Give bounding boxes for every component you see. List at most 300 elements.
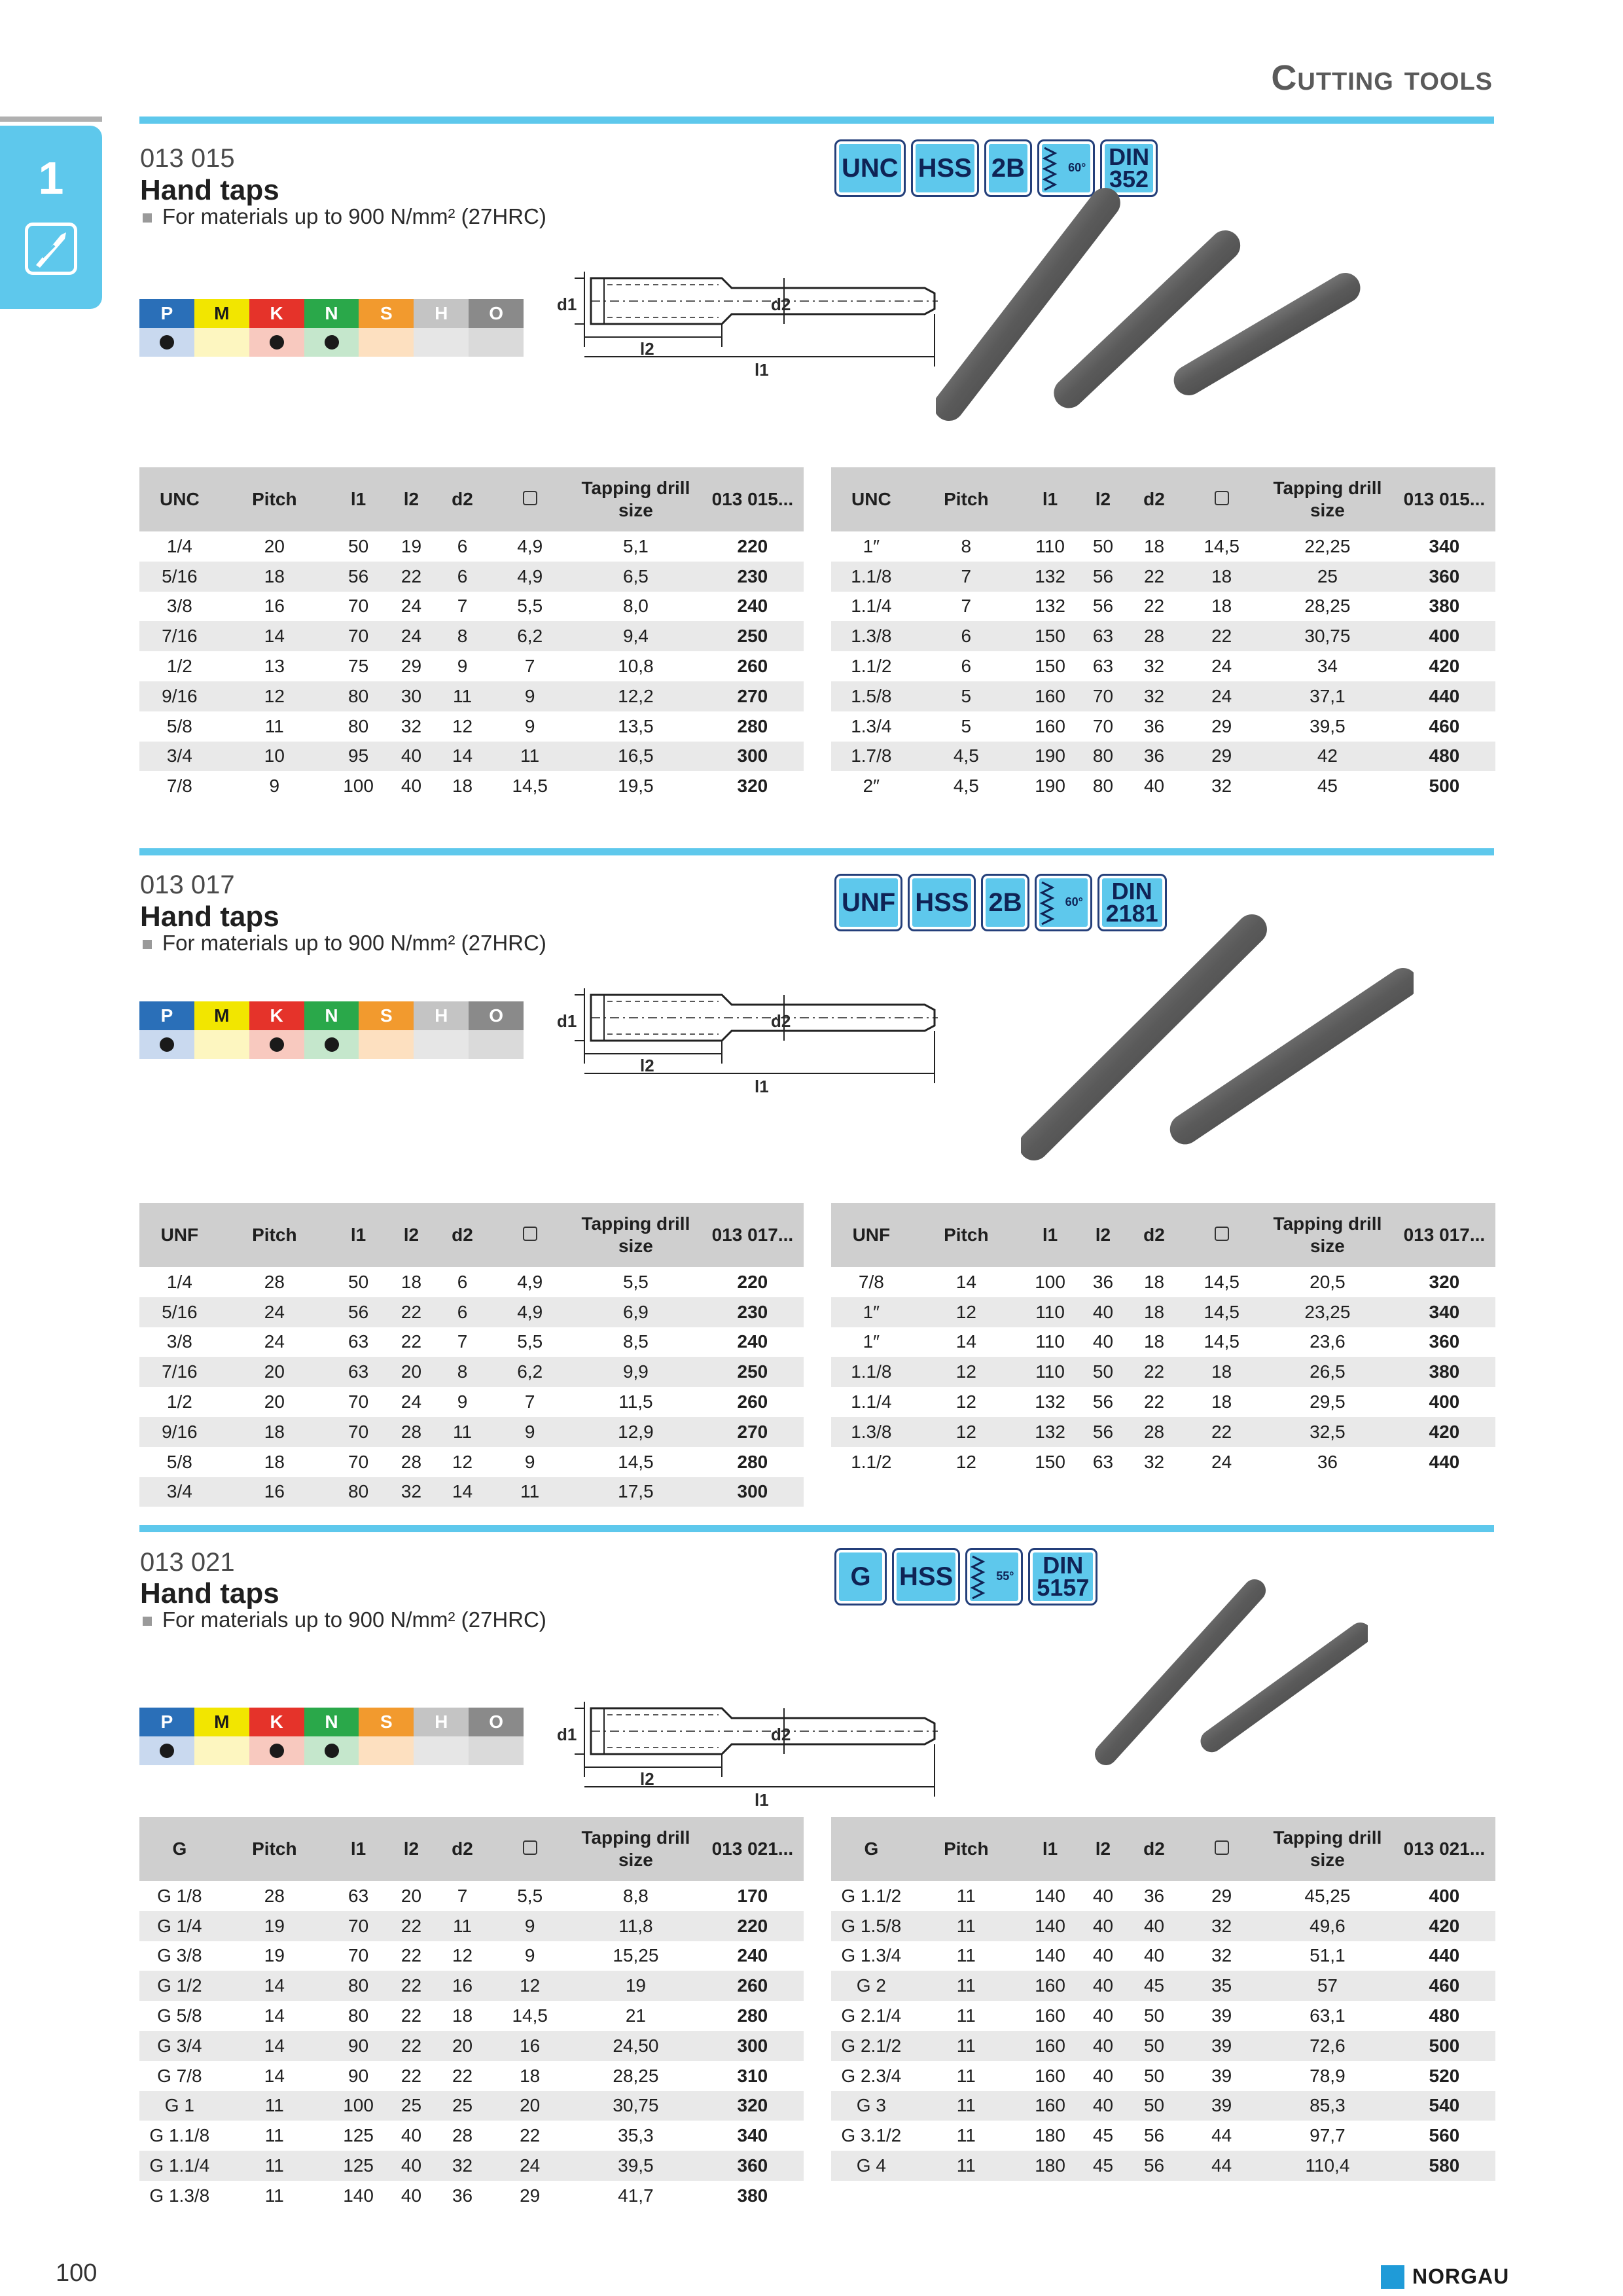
- page-number: 100: [56, 2259, 98, 2287]
- tap-dimension-diagram: [558, 972, 951, 1100]
- table-cell: 170: [737, 1885, 768, 1906]
- table-cell: 12: [490, 1971, 570, 2001]
- din-label: DIN: [1111, 878, 1152, 905]
- material-o-indicator: [469, 328, 524, 357]
- table-row: [831, 1327, 1495, 1357]
- table-cell: 12: [912, 1417, 1021, 1447]
- table-cell: 190: [1021, 742, 1079, 772]
- table-cell: 40: [1079, 2091, 1127, 2121]
- table-cell: 250: [702, 621, 804, 651]
- table-cell: 45: [1092, 2125, 1114, 2146]
- material-indicator-row: [139, 1736, 524, 1765]
- column-header: l1: [329, 1817, 387, 1881]
- material-m-label: M: [194, 1001, 249, 1030]
- table-cell: 19: [220, 1911, 329, 1941]
- table-cell: 1.5/8: [831, 681, 912, 711]
- product-name: Hand taps: [140, 901, 279, 933]
- column-header: d2: [1127, 1203, 1182, 1267]
- material-k-indicator: [249, 1736, 304, 1765]
- table-cell: 24: [401, 1391, 422, 1412]
- table-cell: 29,5: [1310, 1391, 1346, 1412]
- table-cell: 41,7: [618, 2185, 654, 2206]
- table-cell: 12: [955, 1391, 976, 1412]
- product-code: 013 017: [140, 870, 235, 899]
- table-cell: 360: [1429, 1331, 1460, 1352]
- table-header-row: [139, 1203, 804, 1267]
- table-cell: 4,9: [517, 1271, 543, 1292]
- table-cell: 11: [956, 2065, 976, 2086]
- table-cell: 1/4: [166, 535, 192, 556]
- table-cell: 45: [1317, 776, 1338, 797]
- table-cell: 16: [490, 2031, 570, 2061]
- table-cell: 180: [1021, 2151, 1079, 2181]
- table-cell: 20: [264, 1391, 285, 1412]
- table-cell: 11,5: [618, 1391, 653, 1412]
- table-cell: 10: [220, 742, 329, 772]
- table-cell: 240: [737, 1331, 768, 1352]
- table-cell: 18: [1181, 562, 1262, 592]
- diagram-label-l1: l1: [755, 1077, 769, 1096]
- table-cell: 13: [264, 656, 285, 677]
- spec-table-right: [831, 467, 1495, 801]
- table-cell: 24: [1181, 681, 1262, 711]
- material-p-label: P: [139, 1001, 194, 1030]
- table-cell: 6,2: [490, 621, 570, 651]
- table-cell: 14: [955, 1271, 976, 1292]
- table-cell: 11: [264, 2185, 284, 2206]
- column-header: Pitch: [912, 1203, 1021, 1267]
- table-cell: 420: [1393, 1911, 1495, 1941]
- column-header: [490, 467, 570, 531]
- table-cell: 12: [912, 1297, 1021, 1327]
- material-s-label: S: [359, 1001, 414, 1030]
- table-cell: 14,5: [1181, 1297, 1262, 1327]
- diagram-label-l2: l2: [640, 1056, 654, 1075]
- column-header: Tapping drill size: [1262, 1203, 1393, 1267]
- table-cell: 11: [435, 681, 490, 711]
- table-cell: 11: [956, 2005, 976, 2026]
- spec-table-left: [139, 1203, 804, 1507]
- table-cell: 22: [1181, 621, 1262, 651]
- table-cell: 15,25: [613, 1945, 659, 1966]
- table-cell: G 3: [831, 2091, 912, 2121]
- table-row: [139, 562, 804, 592]
- table-cell: 23,6: [1310, 1331, 1346, 1352]
- table-cell: 11: [490, 1477, 570, 1507]
- table-cell: 18: [220, 1417, 329, 1447]
- table-cell: 7: [457, 1885, 468, 1906]
- material-p-indicator: [139, 1030, 194, 1059]
- column-header: UNC: [139, 467, 220, 531]
- table-cell: 16: [435, 1971, 490, 2001]
- table-cell: 160: [1021, 2091, 1079, 2121]
- table-cell: 17,5: [570, 1477, 702, 1507]
- applicable-dot-icon: [160, 1744, 174, 1758]
- table-cell: 14,5: [512, 2005, 548, 2026]
- table-row: [831, 1267, 1495, 1297]
- table-cell: 28: [452, 2125, 473, 2146]
- table-cell: 260: [737, 656, 768, 677]
- table-cell: 160: [1021, 1971, 1079, 2001]
- table-cell: 20,5: [1310, 1271, 1346, 1292]
- table-cell: 12: [452, 1945, 473, 1966]
- table-cell: 7: [457, 596, 468, 617]
- table-cell: 56: [1143, 2125, 1165, 2146]
- table-cell: 270: [702, 1417, 804, 1447]
- table-cell: 18: [1143, 1331, 1165, 1352]
- table-cell: 32,5: [1262, 1417, 1393, 1447]
- column-header: Tapping drill size: [1262, 1817, 1393, 1881]
- table-cell: 50: [348, 1271, 369, 1292]
- material-m-label: M: [194, 1708, 249, 1736]
- table-cell: 7/8: [166, 776, 192, 797]
- table-cell: 22: [401, 2005, 422, 2026]
- table-row: [139, 1297, 804, 1327]
- material-h-indicator: [414, 1030, 469, 1059]
- table-cell: 420: [1393, 1417, 1495, 1447]
- table-cell: 39: [1181, 2091, 1262, 2121]
- table-cell: 39: [1211, 2065, 1232, 2086]
- table-cell: 56: [1079, 1417, 1127, 1447]
- table-cell: 80: [1079, 742, 1127, 772]
- table-row: [139, 2151, 804, 2181]
- bullet-icon: [143, 213, 152, 223]
- square-section-icon: [523, 1840, 537, 1855]
- table-cell: 340: [1393, 1297, 1495, 1327]
- table-cell: 70: [329, 1417, 387, 1447]
- column-header: UNF: [831, 1203, 912, 1267]
- table-cell: 45: [1079, 2151, 1127, 2181]
- table-row: [831, 1447, 1495, 1477]
- table-cell: 1.1/8: [831, 1357, 912, 1387]
- table-cell: 230: [702, 562, 804, 592]
- table-cell: 22: [387, 1911, 435, 1941]
- table-cell: 39,5: [570, 2151, 702, 2181]
- table-cell: 40: [1092, 2005, 1114, 2026]
- spec-table-left: [139, 467, 804, 801]
- table-cell: 50: [348, 535, 369, 556]
- table-row: [831, 2031, 1495, 2061]
- table-cell: 70: [348, 1391, 369, 1412]
- table-cell: 18: [520, 2065, 541, 2086]
- table-row: [139, 1387, 804, 1417]
- table-cell: 580: [1393, 2151, 1495, 2181]
- table-row: [831, 531, 1495, 562]
- product-note-text: For materials up to 900 N/mm² (27HRC): [162, 204, 546, 228]
- product-code: 013 021: [140, 1548, 235, 1577]
- table-cell: 40: [1079, 1297, 1127, 1327]
- table-cell: 11: [220, 2151, 329, 2181]
- material-s-indicator: [359, 328, 414, 357]
- table-cell: 1.1/2: [851, 656, 892, 677]
- table-cell: G 2.1/2: [831, 2031, 912, 2061]
- column-header: Tapping drill size: [570, 1203, 702, 1267]
- column-header: 013 021...: [702, 1817, 804, 1881]
- table-cell: 11: [956, 2125, 976, 2146]
- column-header: l2: [387, 1817, 435, 1881]
- square-section-icon: [1215, 1227, 1229, 1241]
- table-cell: 7: [524, 656, 535, 677]
- table-cell: 24: [1211, 656, 1232, 677]
- table-cell: 240: [737, 596, 768, 617]
- material-p-indicator: [139, 1736, 194, 1765]
- table-cell: 19: [264, 1945, 285, 1966]
- material-k-indicator: [249, 1030, 304, 1059]
- table-cell: 42: [1262, 742, 1393, 772]
- table-row: [831, 1941, 1495, 1971]
- table-row: [831, 1357, 1495, 1387]
- table-cell: 22: [401, 1331, 422, 1352]
- table-cell: 150: [1035, 656, 1065, 677]
- column-header: 013 021...: [1393, 1817, 1495, 1881]
- table-cell: 22: [387, 1971, 435, 2001]
- table-cell: 75: [348, 656, 369, 677]
- applicable-dot-icon: [160, 335, 174, 350]
- table-cell: G 1/8: [157, 1885, 202, 1906]
- table-cell: 440: [1393, 681, 1495, 711]
- table-cell: 39: [1211, 2005, 1232, 2026]
- table-cell: 18: [1181, 1357, 1262, 1387]
- table-cell: 280: [737, 715, 768, 736]
- table-row: [831, 681, 1495, 711]
- table-cell: 40: [1079, 2031, 1127, 2061]
- table-row: [831, 592, 1495, 622]
- table-cell: 18: [264, 1451, 285, 1472]
- column-header: l1: [329, 1203, 387, 1267]
- square-section-icon: [523, 491, 537, 505]
- table-cell: 22: [1143, 596, 1165, 617]
- thread-angle-label: 60°: [1068, 161, 1086, 174]
- column-header: l2: [387, 467, 435, 531]
- table-cell: 8: [435, 621, 490, 651]
- hand-taps-photo: [936, 177, 1368, 432]
- material-k-indicator: [249, 328, 304, 357]
- table-header-row: [831, 1817, 1495, 1881]
- table-row: [139, 2091, 804, 2121]
- diagram-label-l2: l2: [640, 339, 654, 359]
- table-cell: 6,2: [490, 1357, 570, 1387]
- material-m-indicator: [194, 1736, 249, 1765]
- table-row: [831, 1971, 1495, 2001]
- table-cell: 6,5: [570, 562, 702, 592]
- table-cell: 22: [452, 2065, 473, 2086]
- table-cell: 260: [702, 1971, 804, 2001]
- column-header: d2: [435, 1817, 490, 1881]
- column-header: Pitch: [912, 467, 1021, 531]
- table-cell: 500: [1429, 776, 1460, 797]
- table-row: [139, 1881, 804, 1911]
- table-row: [831, 1387, 1495, 1417]
- table-cell: 7/16: [139, 1357, 220, 1387]
- table-cell: 140: [343, 2185, 374, 2206]
- column-header: 013 015...: [1393, 467, 1495, 531]
- table-row: [831, 1297, 1495, 1327]
- table-cell: 1″: [831, 1297, 912, 1327]
- column-header: Pitch: [220, 1203, 329, 1267]
- table-cell: G 3.1/2: [841, 2125, 902, 2146]
- table-cell: 110: [1021, 1297, 1079, 1327]
- square-section-icon: [1215, 491, 1229, 505]
- table-cell: 11,8: [570, 1911, 702, 1941]
- drill-bit-icon: [25, 223, 77, 275]
- table-cell: 18: [401, 1271, 422, 1292]
- table-row: [139, 1327, 804, 1357]
- table-cell: 8,8: [622, 1885, 649, 1906]
- thread-type-badge: G: [834, 1548, 887, 1605]
- tap-dimension-diagram: [558, 1685, 951, 1813]
- table-cell: 29: [1181, 742, 1262, 772]
- material-p-indicator: [139, 328, 194, 357]
- table-row: [831, 2091, 1495, 2121]
- column-header: 013 017...: [1393, 1203, 1495, 1267]
- product-note: [143, 1607, 546, 1632]
- diagram-label-l1: l1: [755, 360, 769, 380]
- material-h-indicator: [414, 328, 469, 357]
- table-cell: 40: [401, 2185, 422, 2206]
- table-cell: 3/8: [166, 596, 192, 617]
- table-cell: 180: [1035, 2125, 1065, 2146]
- table-cell: 280: [737, 2005, 768, 2026]
- column-header: d2: [435, 467, 490, 531]
- table-cell: 30,75: [1262, 621, 1393, 651]
- table-cell: 25: [1262, 562, 1393, 592]
- table-cell: 80: [348, 715, 369, 736]
- table-cell: 28,25: [613, 2065, 659, 2086]
- material-badge: HSS: [908, 874, 976, 931]
- material-suitability-grid: [139, 299, 524, 357]
- table-cell: 22: [387, 2031, 435, 2061]
- table-cell: 1.3/4: [851, 715, 892, 736]
- table-cell: 18: [1127, 1297, 1182, 1327]
- table-cell: 44: [1181, 2151, 1262, 2181]
- table-cell: 80: [329, 1971, 387, 2001]
- table-cell: 8: [435, 1357, 490, 1387]
- table-cell: 32: [1211, 1945, 1232, 1966]
- table-cell: 1.1/8: [831, 562, 912, 592]
- table-cell: 11: [264, 715, 284, 736]
- table-cell: 140: [1035, 1885, 1065, 1906]
- table-cell: 30: [387, 681, 435, 711]
- table-cell: 6: [912, 621, 1021, 651]
- table-cell: 14,5: [512, 776, 548, 797]
- table-cell: 24: [401, 596, 422, 617]
- table-cell: 36: [1143, 715, 1165, 736]
- table-cell: 8,0: [622, 596, 649, 617]
- table-cell: 28: [1127, 1417, 1182, 1447]
- table-cell: 1/2: [166, 656, 192, 677]
- table-cell: 125: [343, 2125, 374, 2146]
- spec-table-left: [139, 1817, 804, 2211]
- material-s-indicator: [359, 1030, 414, 1059]
- table-header-row: [139, 467, 804, 531]
- table-cell: 24: [387, 621, 435, 651]
- table-cell: 240: [737, 1945, 768, 1966]
- column-header: Tapping drill size: [570, 1817, 702, 1881]
- table-cell: 3/4: [139, 742, 220, 772]
- table-cell: 63: [348, 1331, 369, 1352]
- table-cell: 22: [520, 2125, 541, 2146]
- table-cell: 100: [1035, 1271, 1065, 1292]
- table-cell: 340: [1429, 535, 1460, 556]
- table-cell: G 1.5/8: [831, 1911, 912, 1941]
- table-cell: 16: [264, 596, 285, 617]
- table-cell: 100: [343, 776, 374, 797]
- table-cell: 11: [956, 1885, 976, 1906]
- table-cell: 11: [912, 2031, 1021, 2061]
- table-cell: 420: [1429, 656, 1460, 677]
- square-section-icon: [523, 1227, 537, 1241]
- table-cell: 21: [625, 2005, 646, 2026]
- column-header: l2: [1079, 1203, 1127, 1267]
- applicable-dot-icon: [270, 1037, 284, 1052]
- material-o-indicator: [469, 1030, 524, 1059]
- table-cell: 40: [1092, 1885, 1114, 1906]
- material-suitability-grid: [139, 1708, 524, 1765]
- thread-type-badge: UNF: [834, 874, 902, 931]
- table-cell: 39,5: [1310, 715, 1346, 736]
- table-cell: 19,5: [618, 776, 654, 797]
- table-row: [139, 2001, 804, 2031]
- table-cell: 29: [1211, 1885, 1232, 1906]
- table-cell: 22: [1143, 1391, 1165, 1412]
- thread-angle-badge: [965, 1548, 1023, 1605]
- table-row: [831, 1881, 1495, 1911]
- table-cell: 11: [956, 1945, 976, 1966]
- table-cell: 25: [435, 2091, 490, 2121]
- column-header: UNC: [831, 467, 912, 531]
- table-cell: 22: [387, 1297, 435, 1327]
- table-cell: 22: [1127, 562, 1182, 592]
- table-cell: 190: [1035, 776, 1065, 797]
- table-cell: 19: [401, 535, 422, 556]
- chapter-tab-rule: [0, 117, 102, 122]
- table-cell: 14: [955, 1331, 976, 1352]
- table-cell: 9: [524, 1945, 535, 1966]
- table-cell: 300: [702, 2031, 804, 2061]
- column-header: [490, 1817, 570, 1881]
- table-row: [139, 651, 804, 681]
- table-cell: 22: [401, 2065, 422, 2086]
- table-cell: 250: [702, 1357, 804, 1387]
- material-h-label: H: [414, 299, 469, 328]
- table-cell: 280: [737, 1451, 768, 1472]
- table-cell: 132: [1021, 562, 1079, 592]
- table-cell: 40: [1079, 1911, 1127, 1941]
- table-cell: 36: [1092, 1271, 1114, 1292]
- table-cell: 380: [1393, 1357, 1495, 1387]
- table-cell: 440: [1429, 1451, 1460, 1472]
- table-cell: 70: [348, 1945, 369, 1966]
- table-cell: 22: [387, 562, 435, 592]
- table-cell: 5: [961, 715, 972, 736]
- table-row: [831, 2151, 1495, 2181]
- table-row: [139, 681, 804, 711]
- tolerance-class-badge: 2B: [981, 874, 1029, 931]
- table-cell: 1/2: [166, 1391, 192, 1412]
- table-cell: 440: [1429, 1945, 1460, 1966]
- table-cell: 110: [1021, 1357, 1079, 1387]
- table-cell: 50: [1079, 1357, 1127, 1387]
- column-header: Pitch: [912, 1817, 1021, 1881]
- applicable-dot-icon: [325, 1037, 339, 1052]
- table-cell: 51,1: [1310, 1945, 1346, 1966]
- table-cell: 14,5: [1204, 535, 1240, 556]
- product-note-text: For materials up to 900 N/mm² (27HRC): [162, 1607, 546, 1632]
- table-cell: 3/4: [139, 1477, 220, 1507]
- material-s-label: S: [359, 299, 414, 328]
- table-cell: 63,1: [1310, 2005, 1346, 2026]
- table-cell: 220: [702, 1911, 804, 1941]
